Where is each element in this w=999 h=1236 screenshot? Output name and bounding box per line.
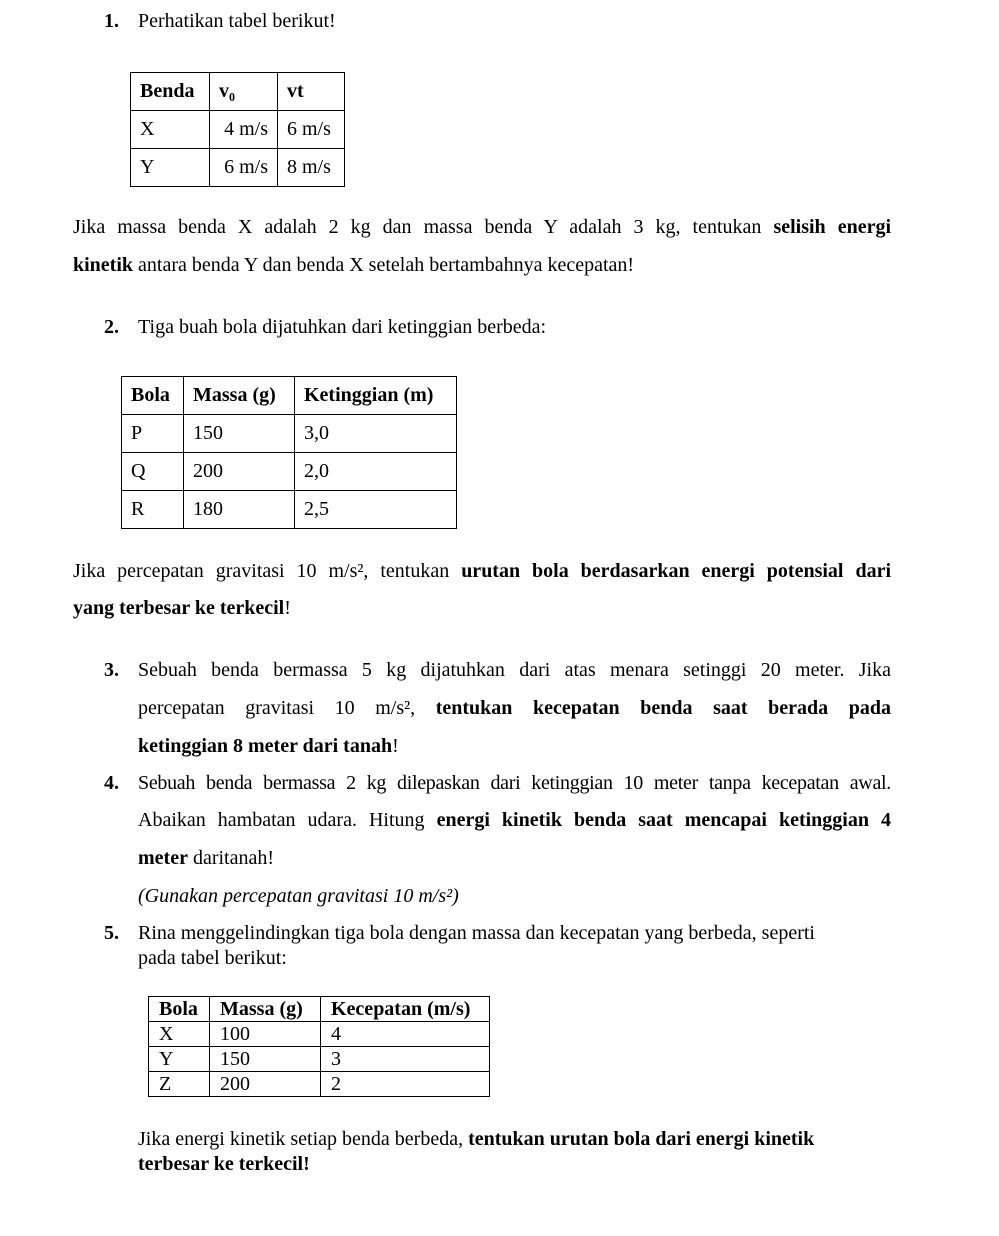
q2-question-line2	[73, 597, 291, 620]
q1-question-line1	[73, 216, 891, 239]
q5-final-line1	[138, 1128, 814, 1151]
q1-line1-text: Jika massa benda X adalah 2 kg dan massa benda Y adalah 3 kg, tentukan	[73, 216, 762, 238]
q2-table	[121, 376, 457, 529]
q2-number: 2.	[104, 316, 119, 338]
q2-line2-text: !	[284, 597, 291, 619]
table-header-row	[149, 997, 490, 1022]
table-header-cell: Benda	[131, 73, 210, 111]
table-cell: 2,0	[295, 453, 457, 491]
q1-number: 1.	[104, 10, 119, 32]
table-header-cell: Kecepatan (m/s)	[321, 997, 490, 1022]
q4-number: 4.	[104, 772, 119, 794]
table-cell: Y	[131, 149, 210, 187]
q3-line3-text: !	[392, 735, 399, 757]
q5-table	[148, 996, 490, 1097]
q4-line2	[138, 809, 891, 832]
q1-line2-emphasis: kinetik	[73, 254, 134, 276]
q4-note-wrap	[138, 885, 459, 908]
table-cell: 3,0	[295, 415, 457, 453]
table-header-cell: Ketinggian (m)	[295, 377, 457, 415]
q5-final-text: Jika energi kinetik setiap benda berbeda,	[138, 1128, 464, 1150]
q5-final-emphasis1: tentukan urutan bola dari energi kinetik	[468, 1128, 815, 1150]
table-header-row	[131, 73, 345, 111]
table-cell: 150	[210, 1047, 321, 1072]
q2-line2-emphasis: yang terbesar ke terkecil	[73, 597, 285, 619]
table-header-row	[122, 377, 457, 415]
q1-prompt: Perhatikan tabel berikut!	[138, 10, 336, 32]
q2-line1-text: Jika percepatan gravitasi 10 m/s², tentukan	[73, 560, 450, 582]
q3-line1: Sebuah benda bermassa 5 kg dijatuhkan dari atas menara setinggi 20 meter. Jika	[138, 659, 891, 681]
table-cell: Z	[149, 1072, 210, 1097]
table-cell: 200	[184, 453, 295, 491]
q4-line3-text: daritanah!	[192, 847, 275, 869]
table-row	[122, 453, 457, 491]
table-cell: Q	[122, 453, 184, 491]
q3-line2-emphasis: tentukan kecepatan benda saat berada pada	[435, 697, 891, 719]
q1-line1-emphasis: selisih energi	[773, 216, 892, 238]
q3-line3	[138, 735, 399, 758]
table-header-cell: vt	[278, 73, 345, 111]
table-row	[122, 415, 457, 453]
q5-number: 5.	[104, 922, 119, 944]
q3-line2-text: percepatan gravitasi 10 m/s²,	[138, 697, 416, 719]
table-cell: 8 m/s	[278, 149, 345, 187]
table-cell: 150	[184, 415, 295, 453]
table-cell: X	[149, 1022, 210, 1047]
q4-line3-emphasis: meter	[138, 847, 188, 869]
q5-final-line2	[138, 1153, 310, 1176]
table-cell: 4 m/s	[210, 111, 278, 149]
q2-prompt: Tiga buah bola dijatuhkan dari ketinggian berbeda:	[138, 316, 547, 338]
q5-line2: pada tabel berikut:	[138, 947, 287, 969]
table-cell: Y	[149, 1047, 210, 1072]
table-cell: 180	[184, 491, 295, 529]
q3-number: 3.	[104, 659, 119, 681]
table-cell: 4	[321, 1022, 490, 1047]
table-row	[149, 1022, 490, 1047]
table-cell: 3	[321, 1047, 490, 1072]
table-cell: 6 m/s	[210, 149, 278, 187]
q4-note: (Gunakan percepatan gravitasi 10 m/s²)	[138, 885, 459, 907]
table-row	[149, 1047, 490, 1072]
q2-question-line1	[73, 560, 891, 583]
q1-table	[130, 72, 345, 187]
table-cell: 2	[321, 1072, 490, 1097]
q4-line3	[138, 847, 274, 870]
table-cell: P	[122, 415, 184, 453]
q3-line3-emphasis: ketinggian 8 meter dari tanah	[138, 735, 393, 757]
table-header-cell: Bola	[149, 997, 210, 1022]
table-cell: 2,5	[295, 491, 457, 529]
q1-line2-text: antara benda Y dan benda X setelah bertambahnya kecepatan!	[138, 254, 635, 276]
table-row	[131, 111, 345, 149]
table-cell: R	[122, 491, 184, 529]
table-header-cell: Massa (g)	[210, 997, 321, 1022]
table-cell: 200	[210, 1072, 321, 1097]
q3-line2	[138, 697, 891, 720]
q1-question-line2	[73, 254, 634, 277]
q4-line2-text: Abaikan hambatan udara. Hitung	[138, 809, 425, 831]
q4-line1: Sebuah benda bermassa 2 kg dilepaskan dari ketinggian 10 meter tanpa kecepatan awal.	[138, 772, 891, 794]
table-header-cell: Massa (g)	[184, 377, 295, 415]
table-header-cell: Bola	[122, 377, 184, 415]
table-cell: X	[131, 111, 210, 149]
q5-line1: Rina menggelindingkan tiga bola dengan massa dan kecepatan yang berbeda, seperti	[138, 922, 815, 944]
q2-line1-emphasis: urutan bola berdasarkan energi potensial dari	[461, 560, 891, 582]
table-row	[131, 149, 345, 187]
table-row	[149, 1072, 490, 1097]
q5-final-emphasis2: terbesar ke terkecil!	[138, 1153, 310, 1175]
table-header-cell: v₀	[210, 73, 278, 111]
table-cell: 6 m/s	[278, 111, 345, 149]
table-row	[122, 491, 457, 529]
q4-line2-emphasis: energi kinetik benda saat mencapai ketinggian 4	[436, 809, 892, 831]
table-cell: 100	[210, 1022, 321, 1047]
